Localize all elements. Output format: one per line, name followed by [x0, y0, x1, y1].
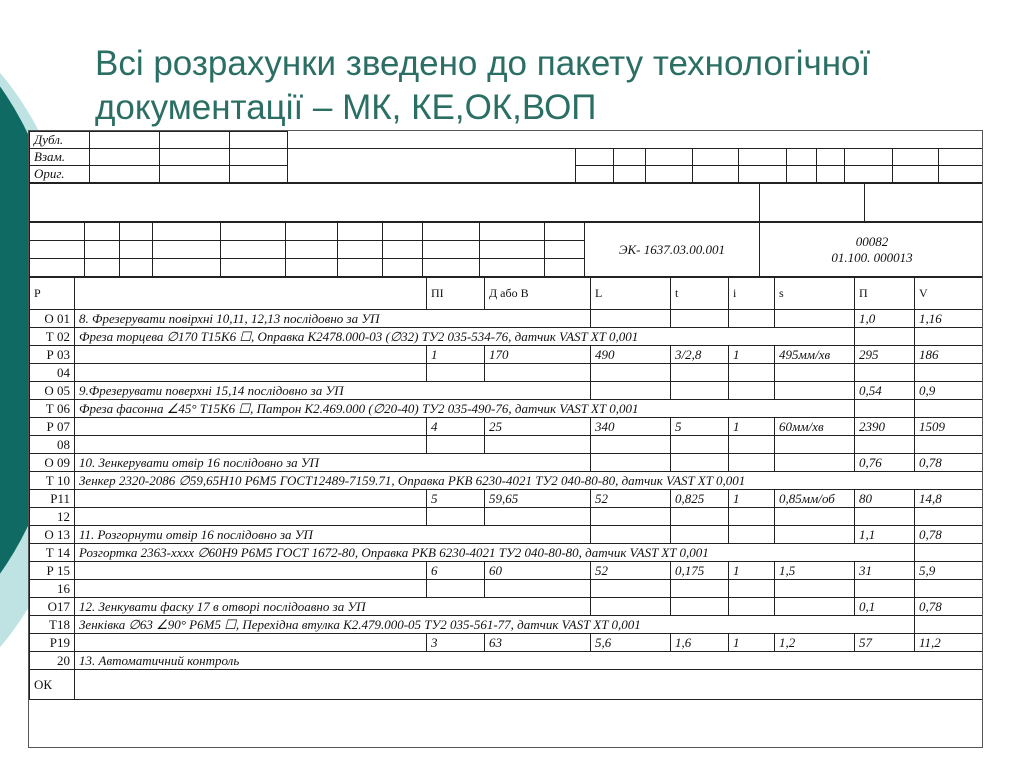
row-i: 1 — [729, 562, 775, 580]
row-d: 170 — [485, 346, 591, 364]
row-d: 59,65 — [485, 490, 591, 508]
row-v: 0,78 — [915, 598, 984, 616]
table-row — [30, 562, 984, 580]
row-text: Зенківка ∅63 ∠90° Р6М5 ☐, Перехідна втулка К2.479.000-05 ТУ2 035-561-77, датчик VAST XT 0,001 — [75, 616, 915, 634]
stamp-dubl: Дубл. — [30, 132, 90, 149]
col-header-pi: ПІ — [427, 278, 485, 310]
col-header-n: П — [855, 278, 915, 310]
doc-code: ЭК- 1637.03.00.001 — [585, 223, 760, 277]
stamp-table — [29, 131, 983, 183]
row-code: 20 — [30, 652, 75, 670]
row-code: Т18 — [30, 616, 75, 634]
row-code: Р 07 — [30, 418, 75, 436]
row-code: О 05 — [30, 382, 75, 400]
col-header-v: V — [915, 278, 984, 310]
row-l: 5,6 — [591, 634, 671, 652]
row-v: 0,78 — [915, 526, 984, 544]
row-text: Зенкер 2320-2086 ∅59,65Н10 Р6М5 ГОСТ12489-7159.71, Оправка РКВ 6230-4021 ТУ2 040-80-80, датчик VAST XT 0,001 — [75, 472, 984, 490]
row-code: О17 — [30, 598, 75, 616]
row-pi: 1 — [427, 346, 485, 364]
row-i: 1 — [729, 634, 775, 652]
doc-code-table — [29, 222, 983, 277]
row-n: 0,54 — [855, 382, 915, 400]
row-text: Розгортка 2363-хххх ∅60Н9 Р6М5 ГОСТ 1672-80, Оправка РКВ 6230-4021 ТУ2 040-80-80, датчик VAST XT 0,001 — [75, 544, 915, 562]
row-n: 57 — [855, 634, 915, 652]
stamp-orig: Ориг. — [30, 166, 90, 183]
row-l: 490 — [591, 346, 671, 364]
row-n: 31 — [855, 562, 915, 580]
row-code: Р 15 — [30, 562, 75, 580]
row-v: 0,78 — [915, 454, 984, 472]
row-v: 1509 — [915, 418, 984, 436]
table-row — [30, 490, 984, 508]
doc-number-1: 00082 — [855, 233, 889, 249]
row-code: Т 14 — [30, 544, 75, 562]
table-row — [30, 400, 984, 418]
table-row — [30, 472, 984, 490]
row-pi: 4 — [427, 418, 485, 436]
row-code: Р 03 — [30, 346, 75, 364]
table-row — [30, 454, 984, 472]
row-text: 9.Фрезерувати поверхні 15,14 послідовно за УП — [75, 382, 591, 400]
row-d: 60 — [485, 562, 591, 580]
row-text: 10. Зенкерувати отвір 16 послідовно за УП — [75, 454, 591, 472]
operations-table — [29, 277, 983, 700]
row-n: 1,1 — [855, 526, 915, 544]
row-code: 16 — [30, 580, 75, 598]
footer-row — [30, 670, 984, 700]
col-header-t: t — [671, 278, 729, 310]
footer-ok: ОК — [30, 670, 75, 700]
row-d: 25 — [485, 418, 591, 436]
table-row — [30, 580, 984, 598]
row-text: Фреза торцева ∅170 Т15К6 ☐, Оправка К2478.000-03 (∅32) ТУ2 035-534-76, датчик VAST XT 0,001 — [75, 328, 855, 346]
row-v: 0,9 — [915, 382, 984, 400]
row-s: 1,5 — [775, 562, 855, 580]
col-header-p: Р — [30, 278, 75, 310]
row-n: 1,0 — [855, 310, 915, 328]
row-code: О 01 — [30, 310, 75, 328]
table-row — [30, 526, 984, 544]
doc-number — [760, 223, 984, 277]
row-l: 52 — [591, 490, 671, 508]
table-row — [30, 652, 984, 670]
row-text: 8. Фрезерувати повірхні 10,11, 12,13 послідовно за УП — [75, 310, 591, 328]
row-v: 5,9 — [915, 562, 984, 580]
row-v: 14,8 — [915, 490, 984, 508]
col-header-l: L — [591, 278, 671, 310]
row-code: 12 — [30, 508, 75, 526]
row-n: 2390 — [855, 418, 915, 436]
row-s: 495мм/хв — [775, 346, 855, 364]
row-code: Т 02 — [30, 328, 75, 346]
row-code: Т 10 — [30, 472, 75, 490]
table-row — [30, 310, 984, 328]
table-row — [30, 634, 984, 652]
row-pi: 6 — [427, 562, 485, 580]
row-code: Т 06 — [30, 400, 75, 418]
row-l: 52 — [591, 562, 671, 580]
row-code: Р19 — [30, 634, 75, 652]
row-t: 3/2,8 — [671, 346, 729, 364]
col-header-s: s — [775, 278, 855, 310]
row-text: Фреза фасонна ∠45° Т15К6 ☐, Патрон К2.469.000 (∅20-40) ТУ2 035-490-76, датчик VAST XT 0,001 — [75, 400, 855, 418]
row-t: 1,6 — [671, 634, 729, 652]
row-code: О 09 — [30, 454, 75, 472]
title-line-2: документації – МК, КЕ,ОК,ВОП — [95, 88, 597, 127]
table-row — [30, 328, 984, 346]
table-row — [30, 346, 984, 364]
row-n: 295 — [855, 346, 915, 364]
row-code: Р11 — [30, 490, 75, 508]
row-code: 04 — [30, 364, 75, 382]
row-n: 0,76 — [855, 454, 915, 472]
table-row — [30, 418, 984, 436]
table-row — [30, 382, 984, 400]
blank-area — [29, 183, 983, 222]
table-row — [30, 436, 984, 454]
row-text: 11. Розгорнути отвір 16 послідовно за УП — [75, 526, 591, 544]
row-v: 1,16 — [915, 310, 984, 328]
row-l: 340 — [591, 418, 671, 436]
doc-number-2: 01.100. 000013 — [831, 249, 913, 265]
row-t: 5 — [671, 418, 729, 436]
row-pi: 3 — [427, 634, 485, 652]
col-header-d: Д або В — [485, 278, 591, 310]
row-i: 1 — [729, 346, 775, 364]
row-v: 186 — [915, 346, 984, 364]
row-d: 63 — [485, 634, 591, 652]
row-s: 0,85мм/об — [775, 490, 855, 508]
title-line-1: Всі розрахунки зведено до пакету технологічної — [95, 44, 871, 83]
row-code: О 13 — [30, 526, 75, 544]
row-s: 60мм/хв — [775, 418, 855, 436]
table-row — [30, 598, 984, 616]
row-n: 0,1 — [855, 598, 915, 616]
slide-title — [95, 42, 1005, 130]
table-row — [30, 544, 984, 562]
table-row — [30, 508, 984, 526]
row-n: 80 — [855, 490, 915, 508]
table-row — [30, 364, 984, 382]
table-row — [30, 616, 984, 634]
row-t: 0,175 — [671, 562, 729, 580]
row-v: 11,2 — [915, 634, 984, 652]
operations-header — [30, 278, 984, 310]
row-text: 12. Зенкувати фаску 17 в отворі послідоавно за УП — [75, 598, 591, 616]
row-t: 0,825 — [671, 490, 729, 508]
row-pi: 5 — [427, 490, 485, 508]
stamp-vzam: Взам. — [30, 149, 90, 166]
row-s: 1,2 — [775, 634, 855, 652]
row-i: 1 — [729, 490, 775, 508]
col-header-i: i — [729, 278, 775, 310]
row-code: 08 — [30, 436, 75, 454]
route-card-sheet — [28, 130, 983, 748]
row-i: 1 — [729, 418, 775, 436]
row-text: 13. Автоматичний контроль — [75, 652, 984, 670]
